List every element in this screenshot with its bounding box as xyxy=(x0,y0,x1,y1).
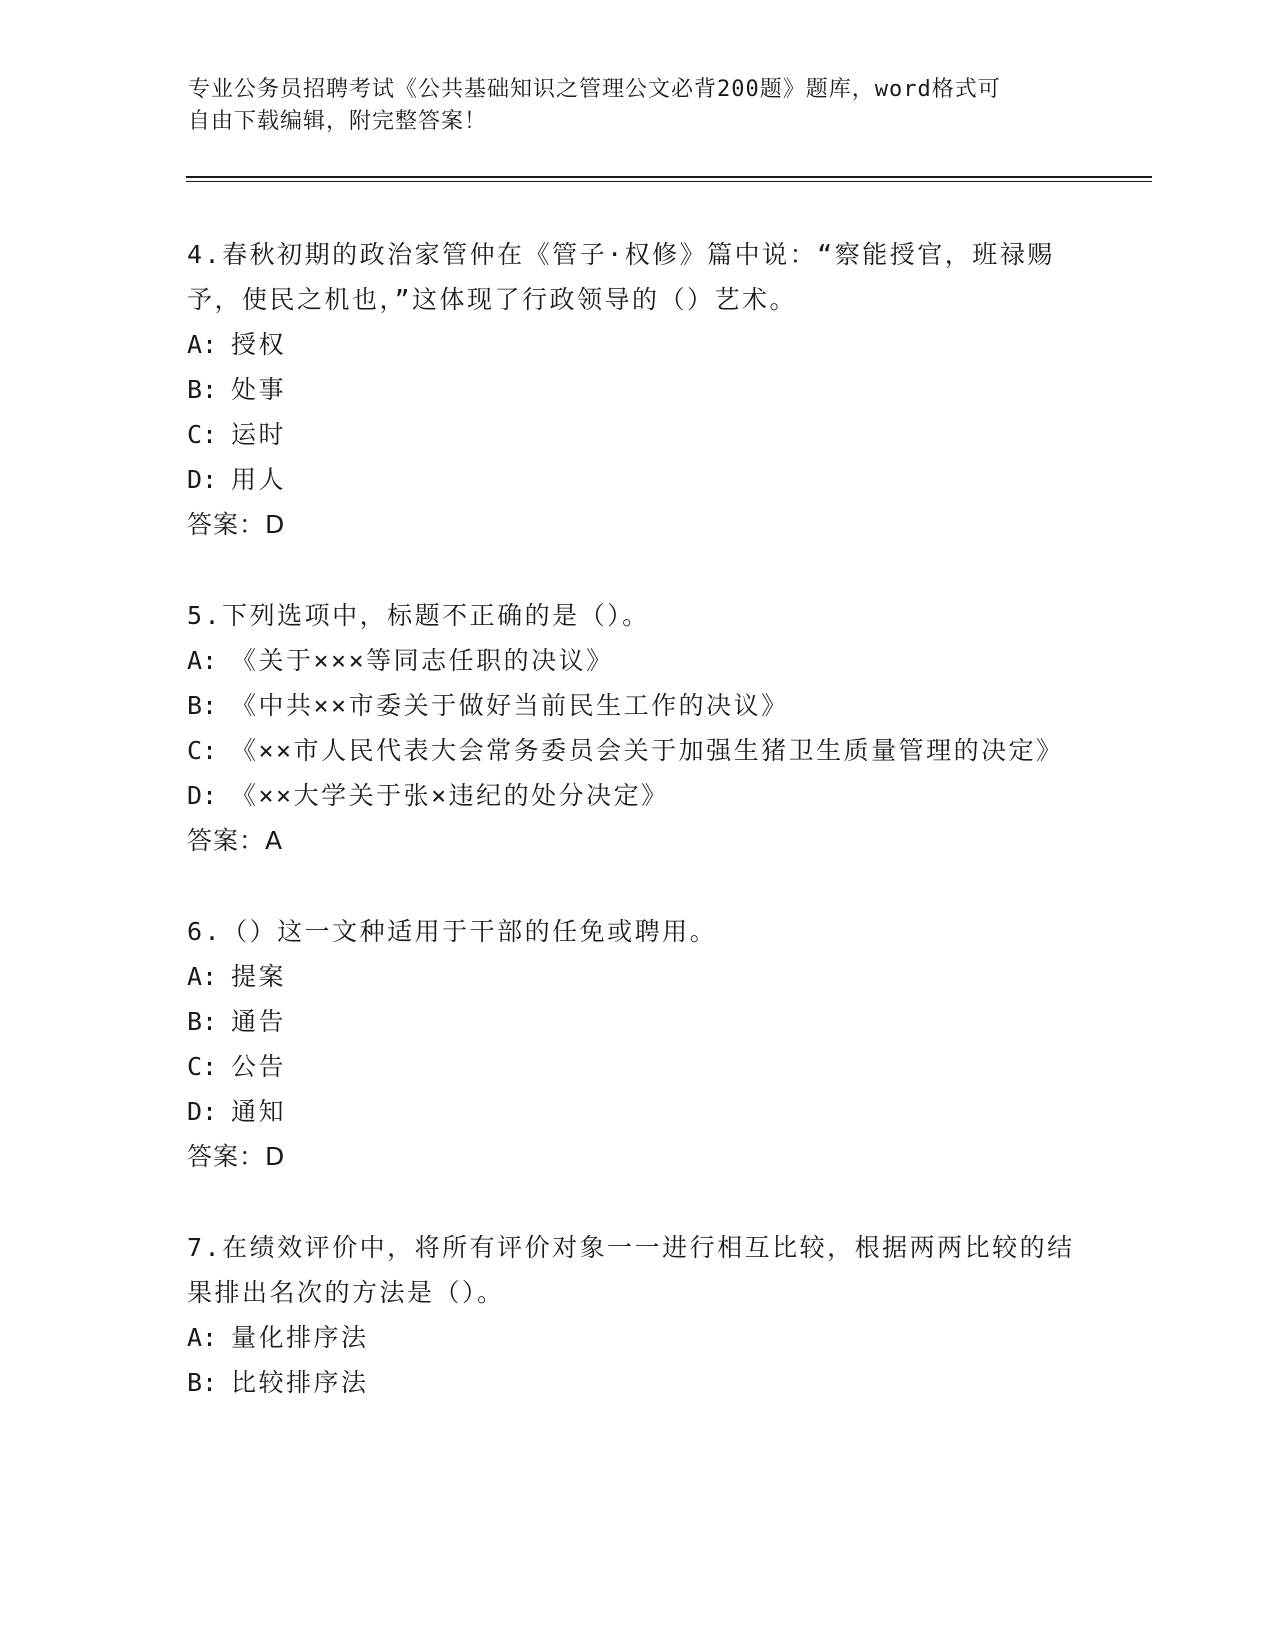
option-text: 比较排序法 xyxy=(231,1368,369,1397)
option-text: 提案 xyxy=(231,962,287,991)
option-d xyxy=(187,773,1087,818)
option-a xyxy=(187,954,1087,999)
option-text: 通告 xyxy=(231,1007,287,1036)
option-key: B: xyxy=(187,1007,218,1036)
option-key: B: xyxy=(187,1368,218,1397)
option-c xyxy=(187,728,1087,773)
option-b xyxy=(187,367,1087,412)
question-item xyxy=(187,232,1087,547)
header-line-1: 专业公务员招聘考试《公共基础知识之管理公文必背200题》题库，word格式可 xyxy=(188,77,1001,102)
header-divider xyxy=(186,176,1152,183)
answer-line: 答案：D xyxy=(187,510,286,539)
option-c xyxy=(187,412,1087,457)
question-stem: 7.在绩效评价中，将所有评价对象一一进行相互比较，根据两两比较的结果排出名次的方法是（）。 xyxy=(187,1233,1075,1307)
option-a xyxy=(187,322,1087,367)
question-stem: 5.下列选项中，标题不正确的是（）。 xyxy=(187,601,650,630)
option-text: 处事 xyxy=(231,375,287,404)
option-key: D: xyxy=(187,781,218,810)
document-header xyxy=(188,74,1068,138)
option-key: A: xyxy=(187,962,218,991)
answer-line: 答案：A xyxy=(187,826,284,855)
header-divider-thin xyxy=(186,181,1152,182)
option-key: A: xyxy=(187,1323,218,1352)
option-text: 用人 xyxy=(231,465,287,494)
option-text: 《中共××市委关于做好当前民生工作的决议》 xyxy=(231,691,789,720)
option-key: B: xyxy=(187,375,218,404)
option-a xyxy=(187,638,1087,683)
header-line-2: 自由下载编辑，附完整答案！ xyxy=(188,109,488,134)
option-text: 《××市人民代表大会常务委员会关于加强生猪卫生质量管理的决定》 xyxy=(231,736,1064,765)
option-key: A: xyxy=(187,646,218,675)
option-d xyxy=(187,457,1087,502)
option-key: C: xyxy=(187,736,218,765)
question-item xyxy=(187,593,1087,863)
question-list xyxy=(187,232,1087,1451)
option-key: D: xyxy=(187,1097,218,1126)
option-key: A: xyxy=(187,330,218,359)
option-d xyxy=(187,1089,1087,1134)
question-item xyxy=(187,1225,1087,1405)
option-key: C: xyxy=(187,420,218,449)
option-text: 通知 xyxy=(231,1097,287,1126)
option-c xyxy=(187,1044,1087,1089)
answer-line: 答案：D xyxy=(187,1142,286,1171)
option-text: 《××大学关于张×违纪的处分决定》 xyxy=(231,781,669,810)
option-key: D: xyxy=(187,465,218,494)
option-text: 《关于×××等同志任职的决议》 xyxy=(231,646,614,675)
question-item xyxy=(187,909,1087,1179)
option-key: B: xyxy=(187,691,218,720)
option-key: C: xyxy=(187,1052,218,1081)
option-text: 量化排序法 xyxy=(231,1323,369,1352)
question-stem: 6.（）这一文种适用于干部的任免或聘用。 xyxy=(187,917,718,946)
option-text: 公告 xyxy=(231,1052,287,1081)
question-stem: 4.春秋初期的政治家管仲在《管子·权修》篇中说：“察能授官，班禄赐予，使民之机也，”这体现了行政领导的（）艺术。 xyxy=(187,240,1055,314)
option-text: 授权 xyxy=(231,330,287,359)
header-divider-thick xyxy=(186,176,1152,178)
option-text: 运时 xyxy=(231,420,287,449)
option-b xyxy=(187,683,1087,728)
option-b xyxy=(187,999,1087,1044)
option-a xyxy=(187,1315,1087,1360)
option-b xyxy=(187,1360,1087,1405)
